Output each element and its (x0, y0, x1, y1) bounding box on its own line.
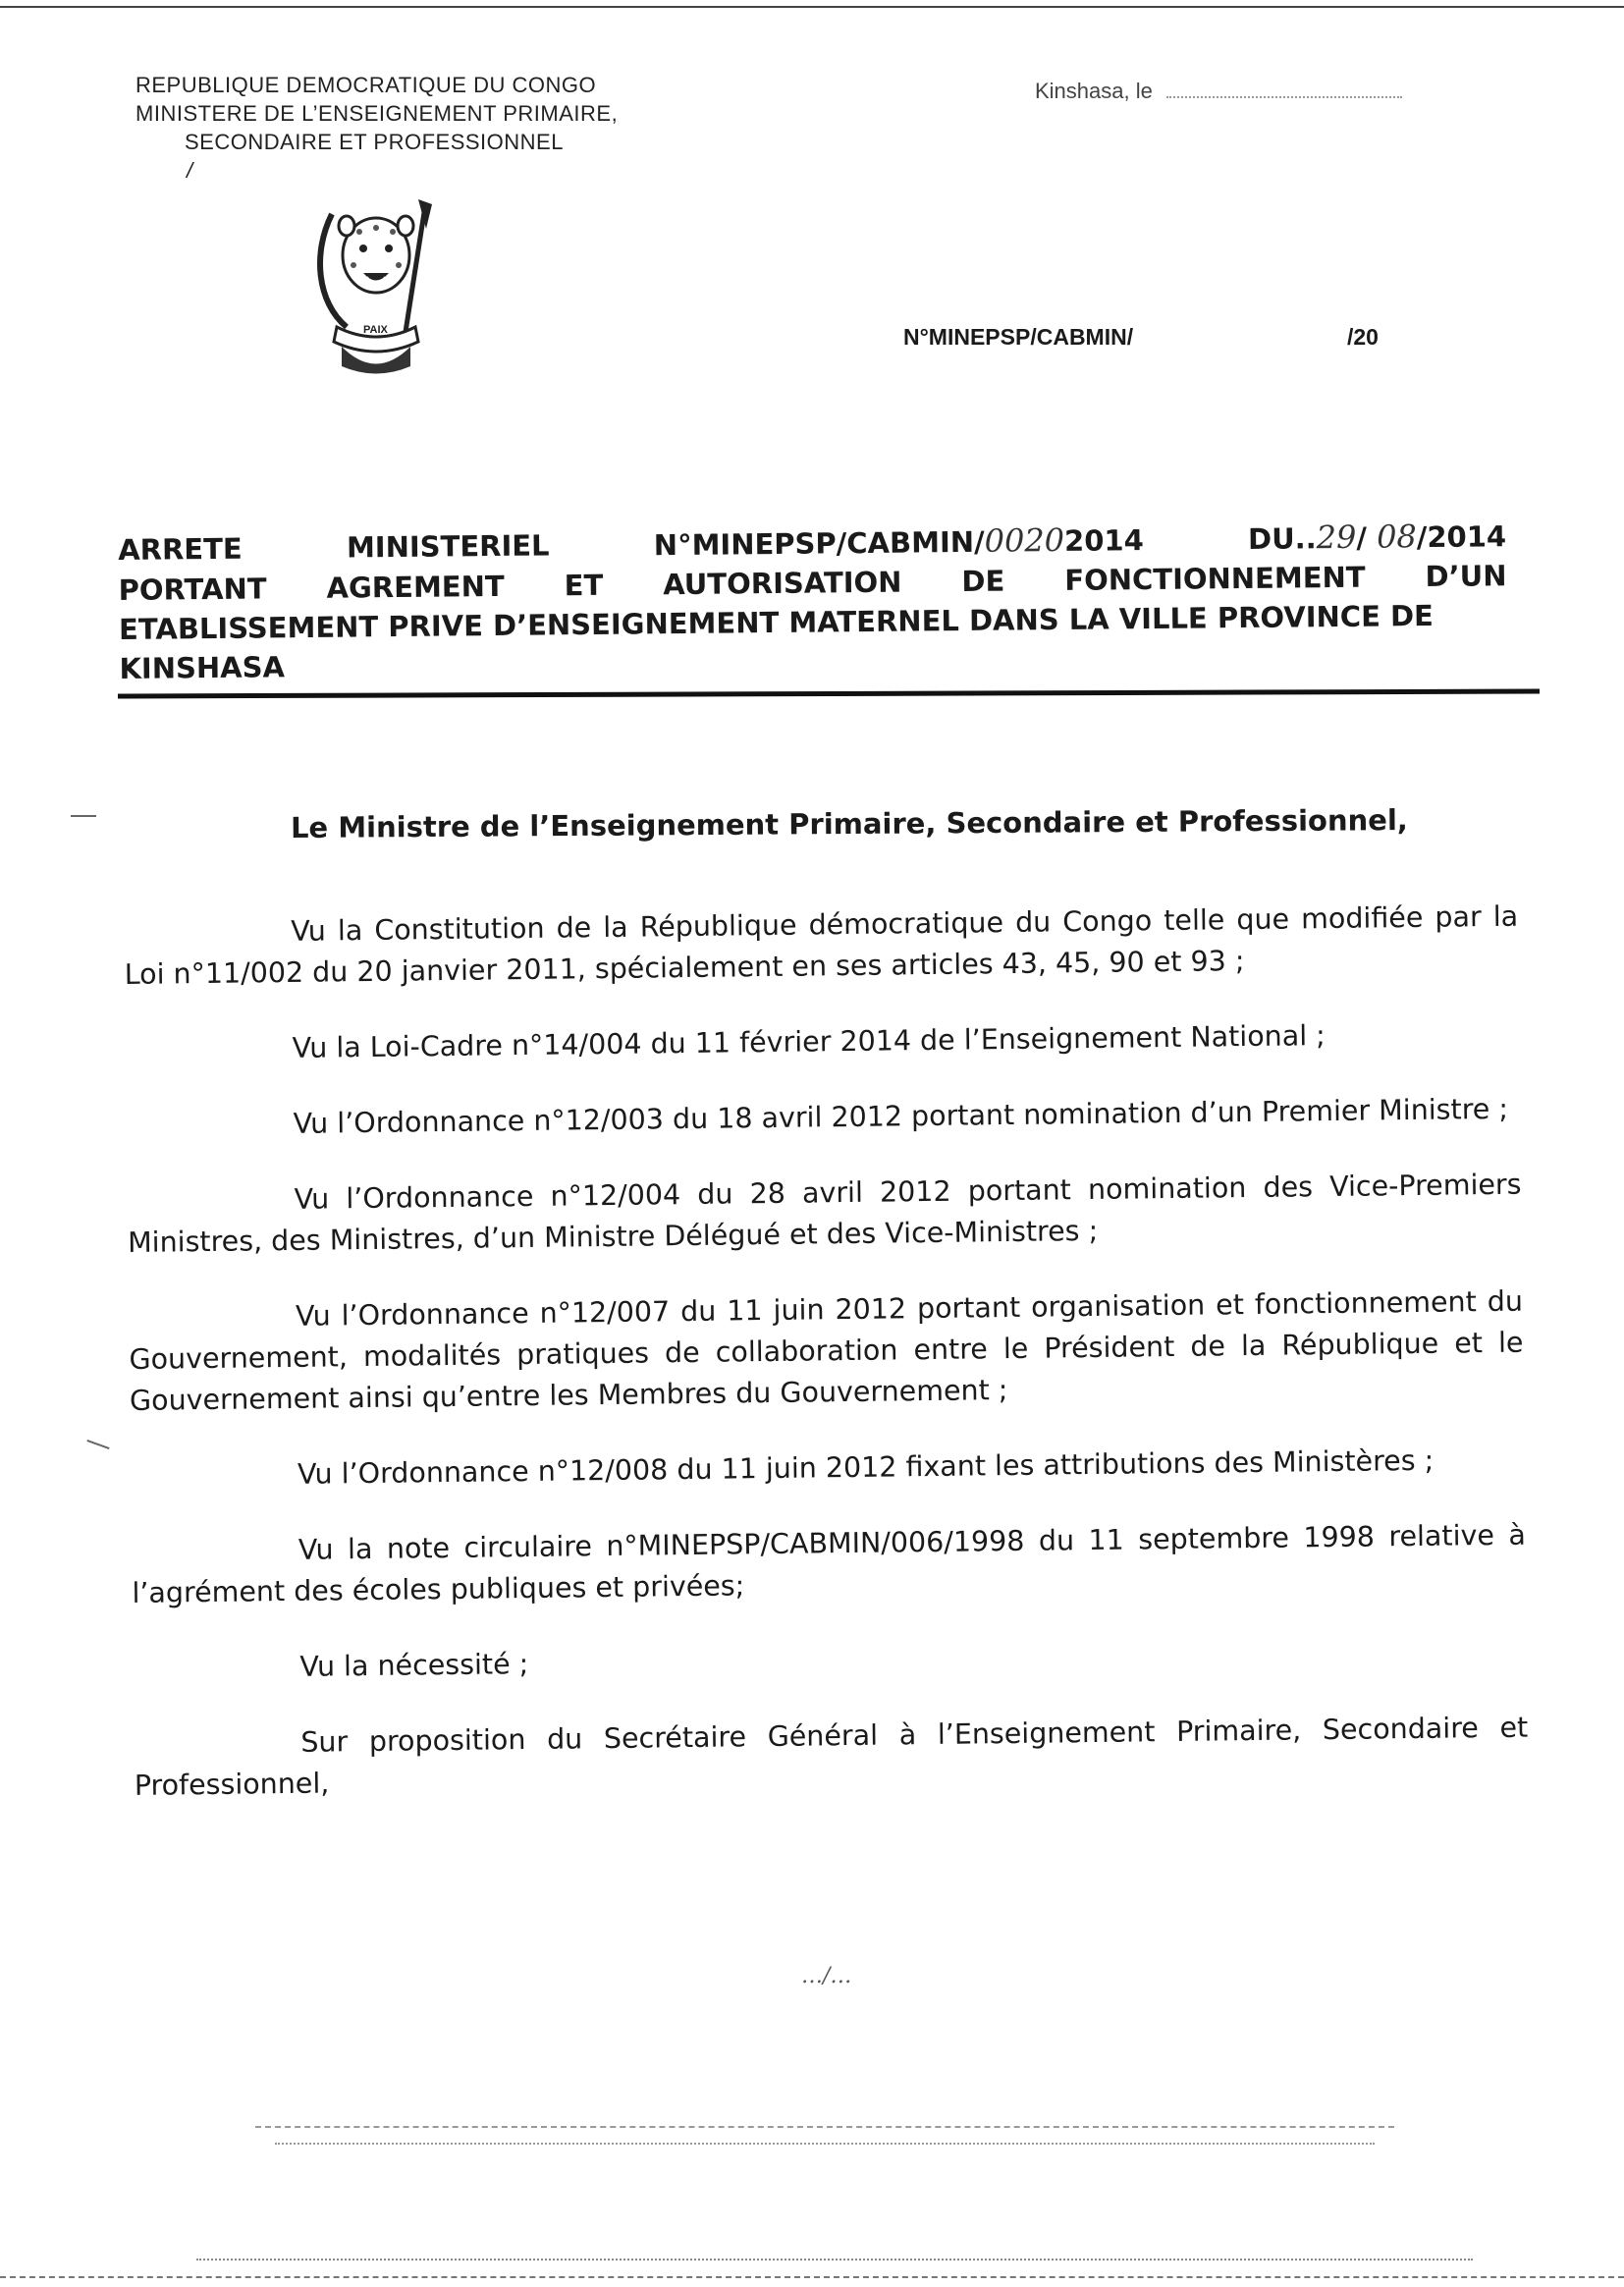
title-word: PORTANT (118, 572, 267, 607)
title-line-3: ETABLISSEMENT PRIVE D’ENSEIGNEMENT MATERNEL DANS LA VILLE PROVINCE DE (118, 598, 1435, 646)
paragraph-ordonnance-premier-ministre: Vu l’Ordonnance n°12/003 du 18 avril 2012 portant nomination d’un Premier Ministre ; (293, 1092, 1509, 1140)
minister-heading: Le Ministre de l’Enseignement Primaire, Secondaire et Professionnel, (290, 803, 1408, 844)
page-continuation: …/… (801, 1964, 852, 1988)
title-underline (118, 688, 1540, 698)
handwritten-number: 0020 (984, 520, 1065, 560)
paragraph-loi-cadre: Vu la Loi-Cadre n°14/004 du 11 février 2014 de l’Enseignement National ; (292, 1019, 1326, 1064)
republic-name: REPUBLIQUE DEMOCRATIQUE DU CONGO (135, 73, 597, 97)
title-word: N°MINEPSP/CABMIN/ (653, 524, 985, 563)
decree-title (118, 516, 1508, 688)
title-word: AGREMENT (326, 569, 505, 605)
handwritten-month: 08 (1376, 517, 1417, 556)
paragraph-constitution: Vu la Constitution de la République démocratique du Congo telle que modifiée par la Loi n°11/002 du 20 janvier 2011, spécialement en ses articles 43, 45, 90 et 93 ; (124, 899, 1519, 991)
footer-scan-line (255, 2126, 1394, 2128)
paragraph-ordonnance-gouvernement: Vu l’Ordonnance n°12/007 du 11 juin 2012 portant organisation et fonctionnement du Gouvernement, modalités pratiques de collaboration entre le Président de la République et le Gouvernement ainsi qu’entre les Membres du Gouvernement ; (129, 1284, 1524, 1417)
title-word: MINISTERIEL (346, 528, 550, 565)
title-word: FONCTIONNEMENT (1064, 560, 1366, 597)
handwritten-day: 29 (1316, 517, 1357, 557)
title-word: DU.. (1247, 521, 1317, 556)
title-ref (654, 519, 1144, 565)
scan-bottom-edge (0, 2276, 1624, 2278)
preamble (124, 897, 1529, 1841)
title-word: ET (564, 568, 604, 603)
title-word: D’UN (1425, 559, 1507, 594)
title-word: ARRETE (118, 531, 243, 567)
ministry-name: MINISTERE DE L’ENSEIGNEMENT PRIMAIRE, (135, 101, 619, 126)
reference-year: /20 (1347, 324, 1379, 350)
title-word: 2014 (1063, 523, 1144, 558)
title-word: /2014 (1416, 519, 1507, 555)
coat-of-arms-icon (302, 194, 450, 376)
paragraph-ordonnance-ministres: Vu l’Ordonnance n°12/004 du 28 avril 2012 portant nomination des Vice-Premiers Ministres, des Ministres, d’un Ministre Délégué et des Vice-Ministres ; (127, 1168, 1522, 1259)
title-word: AUTORISATION (663, 565, 902, 602)
paragraph-ordonnance-attributions: Vu l’Ordonnance n°12/008 du 11 juin 2012 fixant les attributions des Ministères ; (297, 1443, 1435, 1491)
emblem-motto: PAIX (363, 324, 388, 336)
city-date-label: Kinshasa, le (1035, 79, 1153, 103)
title-word: DE (961, 564, 1005, 599)
paragraph-proposition: Sur proposition du Secrétaire Général à l’Enseignement Primaire, Secondaire et Professionnel, (134, 1711, 1529, 1802)
footer-scan-line (275, 2143, 1375, 2145)
title-date: DU..29/ 08/2014 (1247, 517, 1507, 557)
letterhead-mark: / (187, 158, 193, 183)
reference-number: N°MINEPSP/CABMIN/ (903, 324, 1134, 350)
margin-mark-icon (71, 815, 96, 817)
paragraph-note-circulaire: Vu la note circulaire n°MINEPSP/CABMIN/006/1998 du 11 septembre 1998 relative à l’agrément des écoles publiques et privées; (132, 1518, 1527, 1609)
scan-top-edge (0, 6, 1624, 8)
city-date-line (1035, 79, 1402, 104)
footer-scan-line (196, 2259, 1473, 2260)
paragraph-necessite: Vu la nécessité ; (299, 1648, 529, 1683)
ministry-name-continued: SECONDAIRE ET PROFESSIONNEL (185, 130, 564, 154)
letterhead (135, 71, 618, 185)
margin-mark-icon (86, 1440, 109, 1449)
title-line-4: KINSHASA (119, 650, 286, 685)
date-blank (1166, 96, 1402, 98)
